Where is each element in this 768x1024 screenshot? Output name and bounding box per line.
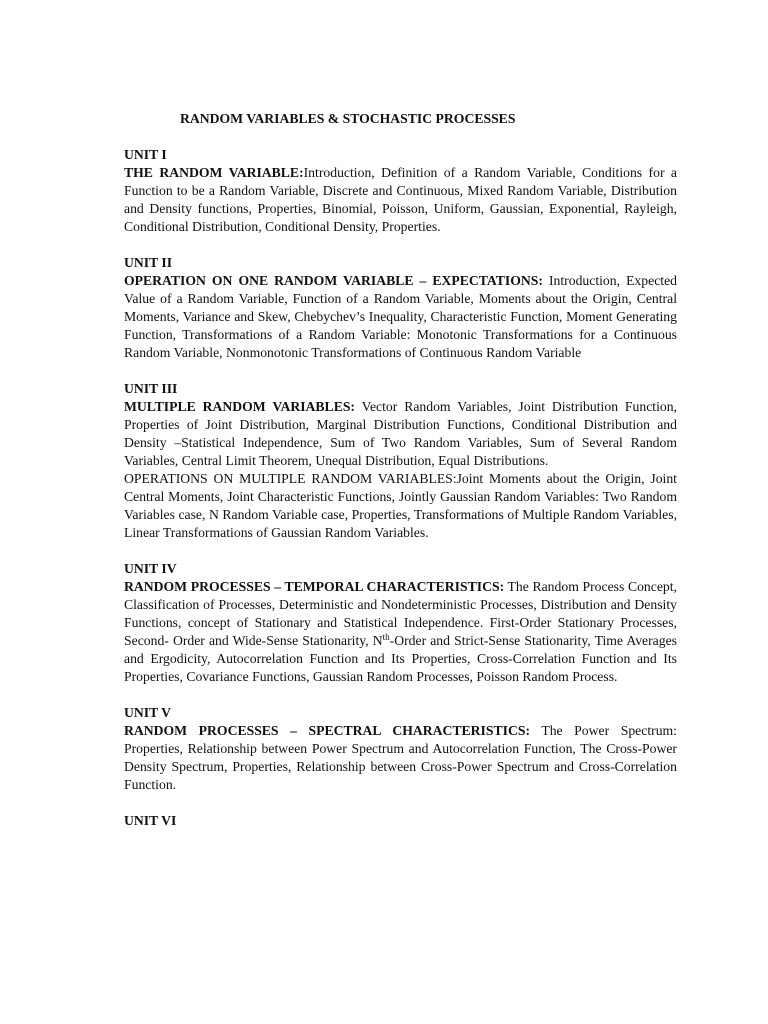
unit-paragraph xyxy=(124,272,677,362)
topic-text: Introduction, Expected Value of a Random Variable, Function of a Random Variable, Moments about the Origin, Central Moments, Variance and Skew, Chebychev’s Inequality, Characteristic Function, Moment Generating Function, Transformations of a Random Variable: Monotonic Transformations for a Continuous Random Variable, Nonmonotonic Transformations of Continuous Random Variable xyxy=(124,273,677,360)
unit-1 xyxy=(124,146,677,236)
unit-paragraph xyxy=(124,164,677,236)
topic-heading: THE RANDOM VARIABLE: xyxy=(124,165,304,180)
unit-label: UNIT I xyxy=(124,147,167,162)
topic-text: The Power Spectrum: Properties, Relationship between Power Spectrum and Autocorrelation Function, The Cross-Power Density Spectrum, Properties, Relationship between Cross-Power Spectrum and Cross-Correlation Function. xyxy=(124,723,677,792)
unit-6 xyxy=(124,812,677,830)
topic-heading: RANDOM PROCESSES – TEMPORAL CHARACTERISTICS: xyxy=(124,579,505,594)
document-title: RANDOM VARIABLES & STOCHASTIC PROCESSES xyxy=(180,111,516,126)
topic-heading: RANDOM PROCESSES – SPECTRAL CHARACTERISTICS: xyxy=(124,723,531,738)
topic-heading: OPERATION ON ONE RANDOM VARIABLE – EXPECTATIONS: xyxy=(124,273,543,288)
unit-paragraph xyxy=(124,398,677,470)
unit-5 xyxy=(124,704,677,794)
unit-label: UNIT II xyxy=(124,255,173,270)
topic-text: The Random Process Concept, Classification of Processes, Deterministic and Nondeterministic Processes, Distribution and Density Functions, concept of Stationary and Statistical Independence. First-Order Stationary Processes, Second- Order and Wide-Sense Stationarity, N xyxy=(124,579,677,648)
unit-3 xyxy=(124,380,677,542)
unit-label: UNIT III xyxy=(124,381,178,396)
syllabus-content xyxy=(124,146,677,848)
unit-paragraph xyxy=(124,578,677,686)
topic-text: Introduction, Definition of a Random Variable, Conditions for a Function to be a Random Variable, Discrete and Continuous, Mixed Random Variable, Distribution and Density functions, Properties, Binomial, Poisson, Uniform, Gaussian, Exponential, Rayleigh, Conditional Distribution, Conditional Density, Properties. xyxy=(124,165,677,234)
unit-paragraph xyxy=(124,470,677,542)
unit-2 xyxy=(124,254,677,362)
unit-label: UNIT IV xyxy=(124,561,177,576)
superscript: th xyxy=(382,632,390,642)
unit-4 xyxy=(124,560,677,686)
topic-text-continued: -Order and Strict-Sense Stationarity, Time Averages and Ergodicity, Autocorrelation Function and Its Properties, Cross-Correlation Function and Its Properties, Covariance Functions, Gaussian Random Processes, Poisson Random Process. xyxy=(124,633,677,684)
topic-text: Vector Random Variables, Joint Distribution Function, Properties of Joint Distribution, Marginal Distribution Functions, Conditional Distribution and Density –Statistical Independence, Sum of Two Random Variables, Sum of Several Random Variables, Central Limit Theorem, Unequal Distribution, Equal Distributions. xyxy=(124,399,677,468)
topic-text: OPERATIONS ON MULTIPLE RANDOM VARIABLES:Joint Moments about the Origin, Joint Central Moments, Joint Characteristic Functions, Jointly Gaussian Random Variables: Two Random Variables case, N Random Variable case, Properties, Transformations of Multiple Random Variables, Linear Transformations of Gaussian Random Variables. xyxy=(124,471,677,540)
topic-heading: MULTIPLE RANDOM VARIABLES: xyxy=(124,399,355,414)
unit-label: UNIT VI xyxy=(124,813,177,828)
unit-paragraph xyxy=(124,722,677,794)
unit-label: UNIT V xyxy=(124,705,172,720)
